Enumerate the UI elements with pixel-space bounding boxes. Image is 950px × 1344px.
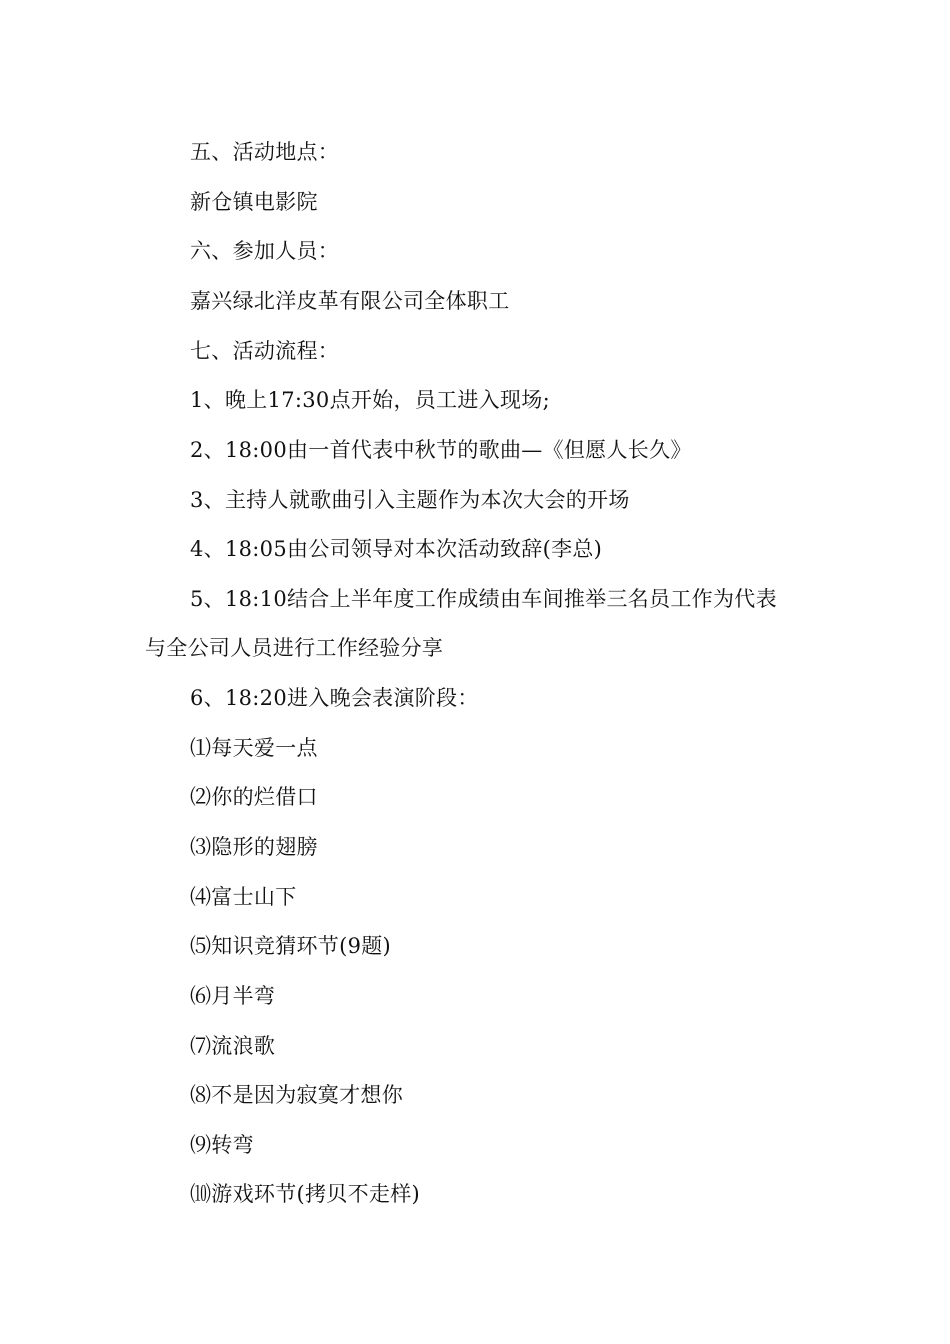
- program-item-3: ⑶隐形的翅膀: [190, 835, 318, 859]
- participants-text: 嘉兴绿北洋皮革有限公司全体职工: [190, 289, 510, 313]
- process-step-2: 2、18:00由一首代表中秋节的歌曲—《但愿人长久》: [190, 438, 692, 462]
- program-item-9: ⑼转弯: [190, 1133, 254, 1157]
- program-item-8: ⑻不是因为寂寞才想你: [190, 1083, 403, 1107]
- program-item-1: ⑴每天爱一点: [190, 736, 318, 760]
- process-step-3: 3、主持人就歌曲引入主题作为本次大会的开场: [190, 488, 630, 512]
- venue-text: 新仓镇电影院: [190, 190, 318, 214]
- program-item-2: ⑵你的烂借口: [190, 785, 318, 809]
- program-item-7: ⑺流浪歌: [190, 1034, 276, 1058]
- process-step-5: 5、18:10结合上半年度工作成绩由车间推举三名员工作为代表: [190, 587, 777, 611]
- section-heading-process: 七、活动流程：: [190, 339, 340, 363]
- program-item-4: ⑷富士山下: [190, 885, 297, 909]
- program-item-5: ⑸知识竞猜环节(9题): [190, 934, 392, 958]
- process-step-4: 4、18:05由公司领导对本次活动致辞(李总): [190, 537, 603, 561]
- process-step-6: 6、18:20进入晚会表演阶段：: [190, 686, 479, 710]
- process-step-1: 1、晚上17:30点开始，员工进入现场;: [190, 388, 550, 412]
- section-heading-participants: 六、参加人员：: [190, 239, 340, 263]
- program-item-10: ⑽游戏环节(拷贝不走样): [190, 1182, 420, 1206]
- process-step-5-continued: 与全公司人员进行工作经验分享: [145, 636, 444, 660]
- section-heading-venue: 五、活动地点：: [190, 140, 340, 164]
- program-item-6: ⑹月半弯: [190, 984, 276, 1008]
